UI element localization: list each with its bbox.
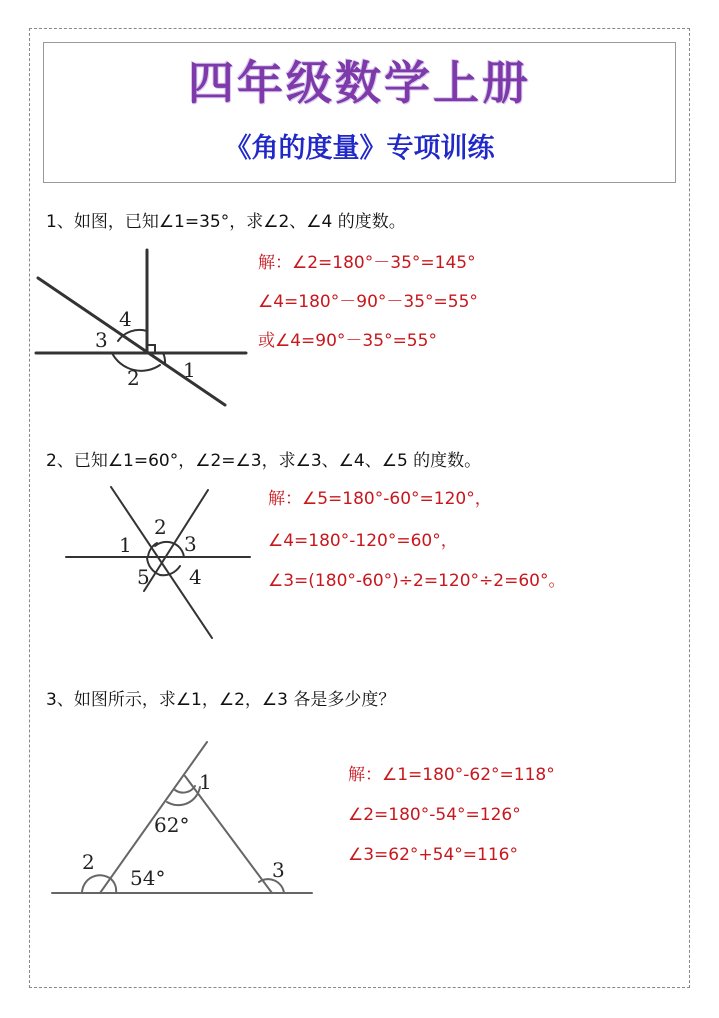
problem-2-question: 2、已知∠1=60°，∠2=∠3，求∠3、∠4、∠5 的度数。 (46, 451, 482, 471)
problem-3-answer-line-2: ∠2=180°-54°=126° (348, 805, 521, 825)
problem-3-answer-line-1: 解：∠1=180°-62°=118° (348, 765, 555, 785)
problem-1-label-4: 4 (119, 307, 132, 331)
problem-1-answer-line-1: 解：∠2=180°－35°=145° (258, 253, 476, 273)
problem-2-label-4: 4 (189, 565, 202, 589)
problem-1-question: 1、如图，已知∠1=35°，求∠2、∠4 的度数。 (46, 212, 406, 232)
problem-2-label-1: 1 (119, 533, 132, 557)
problem-3-label-2: 2 (82, 850, 95, 874)
page-subtitle: 《角的度量》专项训练 (224, 133, 495, 164)
problem-3-label-3: 3 (272, 858, 285, 882)
problem-3-label-54: 54° (130, 866, 166, 890)
problem-3-label-1: 1 (199, 770, 212, 794)
problem-2-label-2: 2 (154, 515, 167, 539)
problem-3-label-62: 62° (154, 813, 190, 837)
problem-2-answer-line-3: ∠3=(180°-60°)÷2=120°÷2=60°。 (268, 571, 566, 591)
problem-3-answer-line-3: ∠3=62°+54°=116° (348, 845, 518, 865)
problem-1-label-2: 2 (127, 366, 140, 390)
problem-2-answer-line-1: 解：∠5=180°-60°=120°， (268, 489, 492, 509)
problem-1-answer-line-3: 或∠4=90°－35°=55° (258, 331, 437, 351)
problem-1-answer-line-2: ∠4=180°－90°－35°=55° (258, 292, 478, 312)
problem-2-label-3: 3 (184, 532, 197, 556)
problem-2-label-5: 5 (137, 565, 150, 589)
problem-1-label-1: 1 (183, 358, 196, 382)
page-title: 四年级数学上册 (188, 56, 531, 110)
problem-1-label-3: 3 (95, 328, 108, 352)
problem-2-answer-line-2: ∠4=180°-120°=60°， (268, 531, 458, 551)
problem-3-question: 3、如图所示，求∠1，∠2，∠3 各是多少度？ (46, 690, 396, 710)
